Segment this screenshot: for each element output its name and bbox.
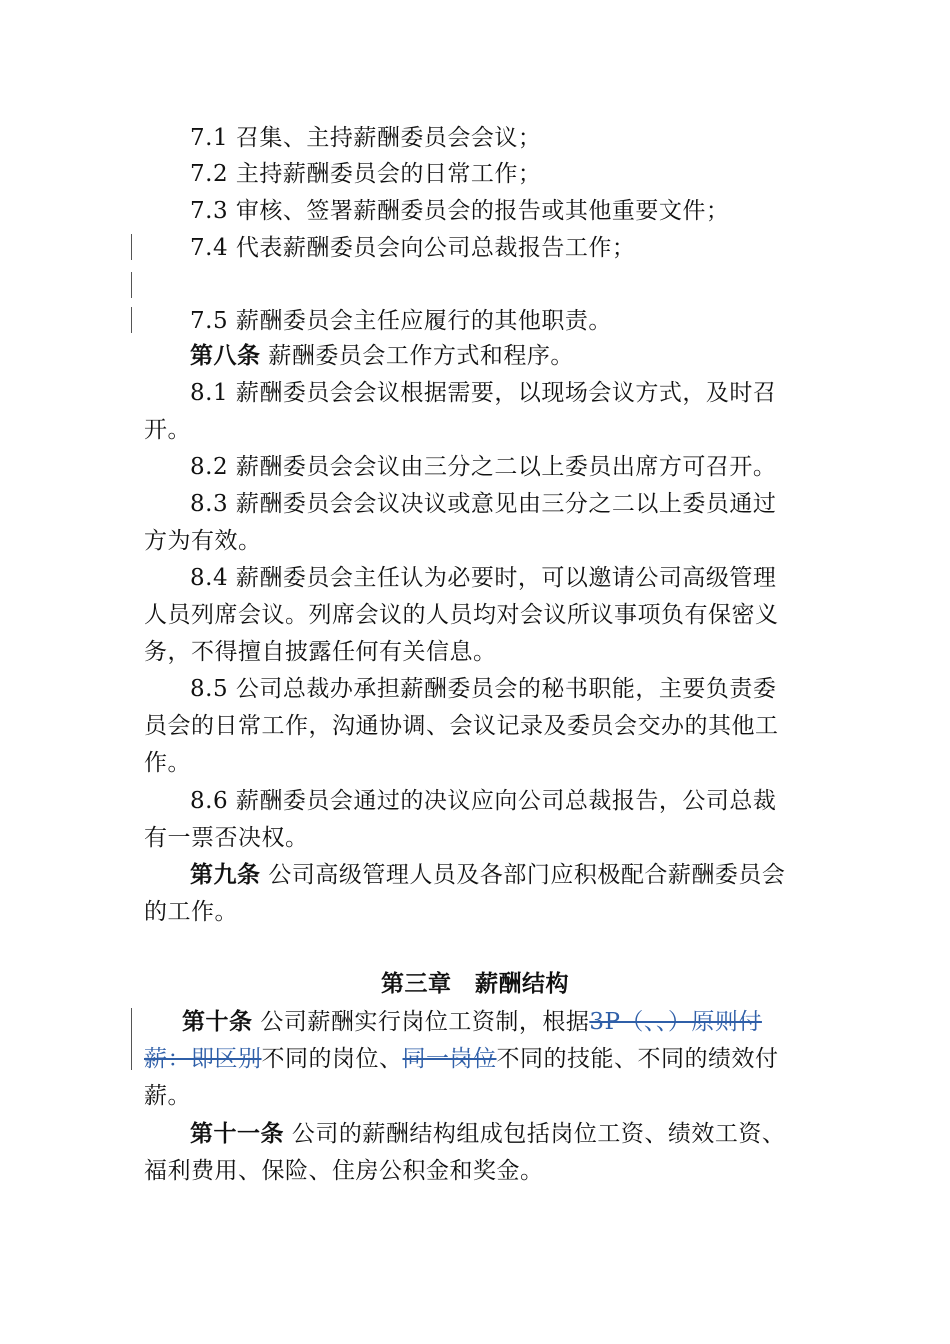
article-9-label: 第九条 bbox=[190, 861, 261, 888]
article-11-line1 bbox=[0, 1117, 950, 1151]
item-7-1: 7.1 召集、主持薪酬委员会会议； bbox=[190, 125, 542, 151]
para-8-4-line3: 务，不得擅自披露任何有关信息。 bbox=[144, 639, 497, 665]
article-8-text: 薪酬委员会工作方式和程序。 bbox=[268, 343, 574, 369]
para-8-6-line2: 有一票否决权。 bbox=[144, 825, 309, 851]
article-10-line1 bbox=[0, 1005, 950, 1039]
para-8-5-line2: 员会的日常工作，沟通协调、会议记录及委员会交办的其他工 bbox=[144, 713, 779, 739]
article-11-line2: 福利费用、保险、住房公积金和奖金。 bbox=[144, 1158, 544, 1184]
item-7-4: 7.4 代表薪酬委员会向公司总裁报告工作； bbox=[190, 235, 636, 261]
para-8-5-line1: 8.5 公司总裁办承担薪酬委员会的秘书职能，主要负责委 bbox=[190, 676, 777, 702]
para-8-2: 8.2 薪酬委员会会议由三分之二以上委员出席方可召开。 bbox=[190, 454, 777, 480]
article-10-text-c: 不同的技能、不同的绩效付 bbox=[496, 1046, 779, 1072]
para-8-4-line2: 人员列席会议。列席会议的人员均对会议所议事项负有保密义 bbox=[144, 602, 779, 628]
article-10-text-a: 公司薪酬实行岗位工资制，根据 bbox=[260, 1009, 590, 1035]
deleted-text: 同一岗位 bbox=[402, 1046, 497, 1072]
para-8-6-line1: 8.6 薪酬委员会通过的决议应向公司总裁报告，公司总裁 bbox=[190, 788, 777, 814]
article-11-text: 公司的薪酬结构组成包括岗位工资、绩效工资、 bbox=[291, 1121, 786, 1147]
para-8-1-line2: 开。 bbox=[144, 417, 191, 443]
article-9-line2: 的工作。 bbox=[144, 899, 238, 925]
article-9-line1 bbox=[0, 858, 950, 892]
chapter-3-title: 第三章 薪酬结构 bbox=[381, 970, 569, 997]
article-10-label: 第十条 bbox=[182, 1008, 253, 1035]
article-10-line3: 薪。 bbox=[144, 1083, 191, 1109]
para-8-3-line2: 方为有效。 bbox=[144, 528, 262, 554]
deleted-text: 薪：即区别 bbox=[144, 1046, 262, 1072]
para-8-3-line1: 8.3 薪酬委员会会议决议或意见由三分之二以上委员通过 bbox=[190, 491, 777, 517]
article-8-heading bbox=[0, 339, 950, 373]
article-9-text: 公司高级管理人员及各部门应积极配合薪酬委员会 bbox=[268, 862, 786, 888]
article-10-line2 bbox=[0, 1042, 950, 1076]
para-8-5-line3: 作。 bbox=[144, 750, 191, 776]
deleted-text: 3P（、、）原则付 bbox=[589, 1009, 762, 1035]
para-8-1-line1: 8.1 薪酬委员会会议根据需要，以现场会议方式，及时召 bbox=[190, 380, 777, 406]
article-11-label: 第十一条 bbox=[190, 1120, 284, 1147]
item-7-3: 7.3 审核、签署薪酬委员会的报告或其他重要文件； bbox=[190, 198, 730, 224]
para-8-4-line1: 8.4 薪酬委员会主任认为必要时，可以邀请公司高级管理 bbox=[190, 565, 777, 591]
item-7-5: 7.5 薪酬委员会主任应履行的其他职责。 bbox=[190, 308, 612, 334]
item-7-2: 7.2 主持薪酬委员会的日常工作； bbox=[190, 161, 542, 187]
article-8-label: 第八条 bbox=[190, 342, 261, 369]
article-10-text-b: 不同的岗位、 bbox=[261, 1046, 403, 1072]
change-bar bbox=[131, 272, 132, 298]
